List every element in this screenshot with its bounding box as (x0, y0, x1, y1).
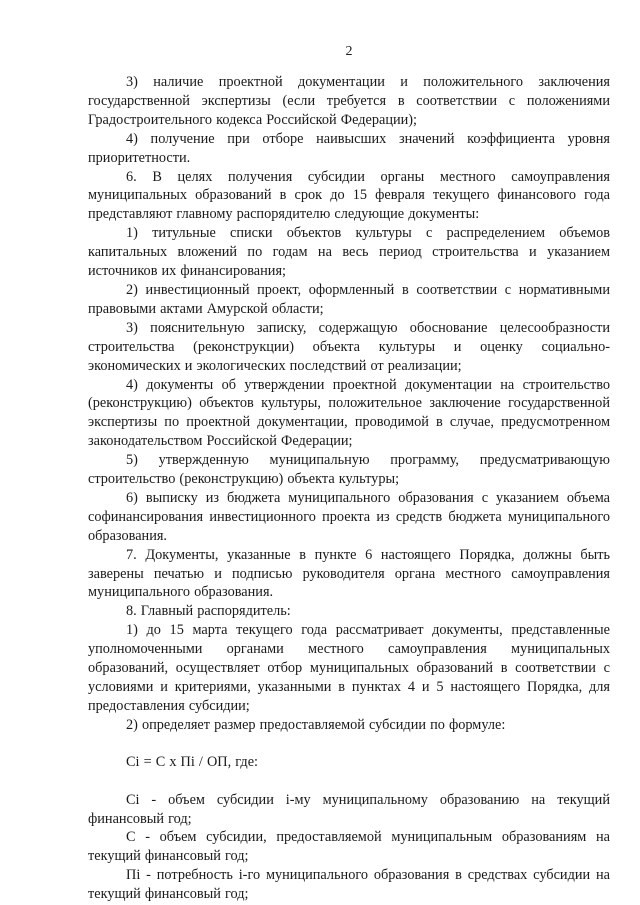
paragraph-item-3-project-docs: 3) наличие проектной документации и положительного заключения государственной экспертизы (если требуется в соответствии с положениями Градостроительного кодекса Российской Федерации); (88, 74, 610, 128)
definition-c: С - объем субсидии, предоставляемой муниципальным образованиям на текущий финансовый год; (88, 829, 610, 865)
subsidy-formula: Ci = C x Пi / ОП, где: (126, 753, 259, 770)
paragraph-doc-4-approval-docs: 4) документы об утверждении проектной документации на строительство (реконструкцию) объектов культуры, положительное заключение государственной экспертизы по проектной документации, проводимой в случае, предусмотренном законодательством Российской Федерации; (88, 376, 610, 450)
paragraph-doc-2-investment-project: 2) инвестиционный проект, оформленный в соответствии с нормативными правовыми актами Амурской области; (88, 281, 610, 317)
paragraph-section-8: 8. Главный распорядитель: (126, 603, 291, 620)
definition-ci: Ci - объем субсидии i-му муниципальному образованию на текущий финансовый год; (88, 791, 610, 827)
document-body (88, 73, 610, 904)
paragraph-doc-6-budget-extract: 6) выписку из бюджета муниципального образования с указанием объема софинансирования инвестиционного проекта из средств бюджета муниципального образования. (88, 489, 610, 544)
paragraph-distributor-2: 2) определяет размер предоставляемой субсидии по формуле: (126, 716, 506, 733)
paragraph-doc-1-title-lists: 1) титульные списки объектов культуры с распределением объемов капитальных вложений по годам на весь период строительства и указанием источников их финансирования; (88, 225, 610, 280)
paragraph-section-7: 7. Документы, указанные в пункте 6 настоящего Порядка, должны быть заверены печатью и подписью руководителя органа местного самоуправления муниципального образования. (88, 546, 610, 601)
page-number: 2 (345, 44, 353, 59)
definition-pi: Пi - потребность i-го муниципального образования в средствах субсидии на текущий финансовый год; (88, 867, 610, 903)
paragraph-item-4-priority: 4) получение при отборе наивысших значений коэффициента уровня приоритетности. (88, 130, 610, 166)
paragraph-distributor-1: 1) до 15 марта текущего года рассматривает документы, представленные уполномоченными органами местного самоуправления муниципальных образований, осуществляет отбор муниципальных образований в соответствии с условиями и критериями, указанными в пунктах 4 и 5 настоящего Порядка, для предоставления субсидии; (88, 622, 610, 714)
paragraph-section-6: 6. В целях получения субсидии органы местного самоуправления муниципальных образований в срок до 15 февраля текущего финансового года представляют главному распорядителю следующие документы: (88, 168, 610, 223)
paragraph-doc-3-explanatory-note: 3) пояснительную записку, содержащую обоснование целесообразности строительства (реконструкции) объекта культуры и оценку социально-экономических и экологических последствий от реализации; (88, 319, 610, 374)
paragraph-doc-5-municipal-program: 5) утвержденную муниципальную программу, предусматривающую строительство (реконструкцию) объекта культуры; (88, 452, 610, 488)
